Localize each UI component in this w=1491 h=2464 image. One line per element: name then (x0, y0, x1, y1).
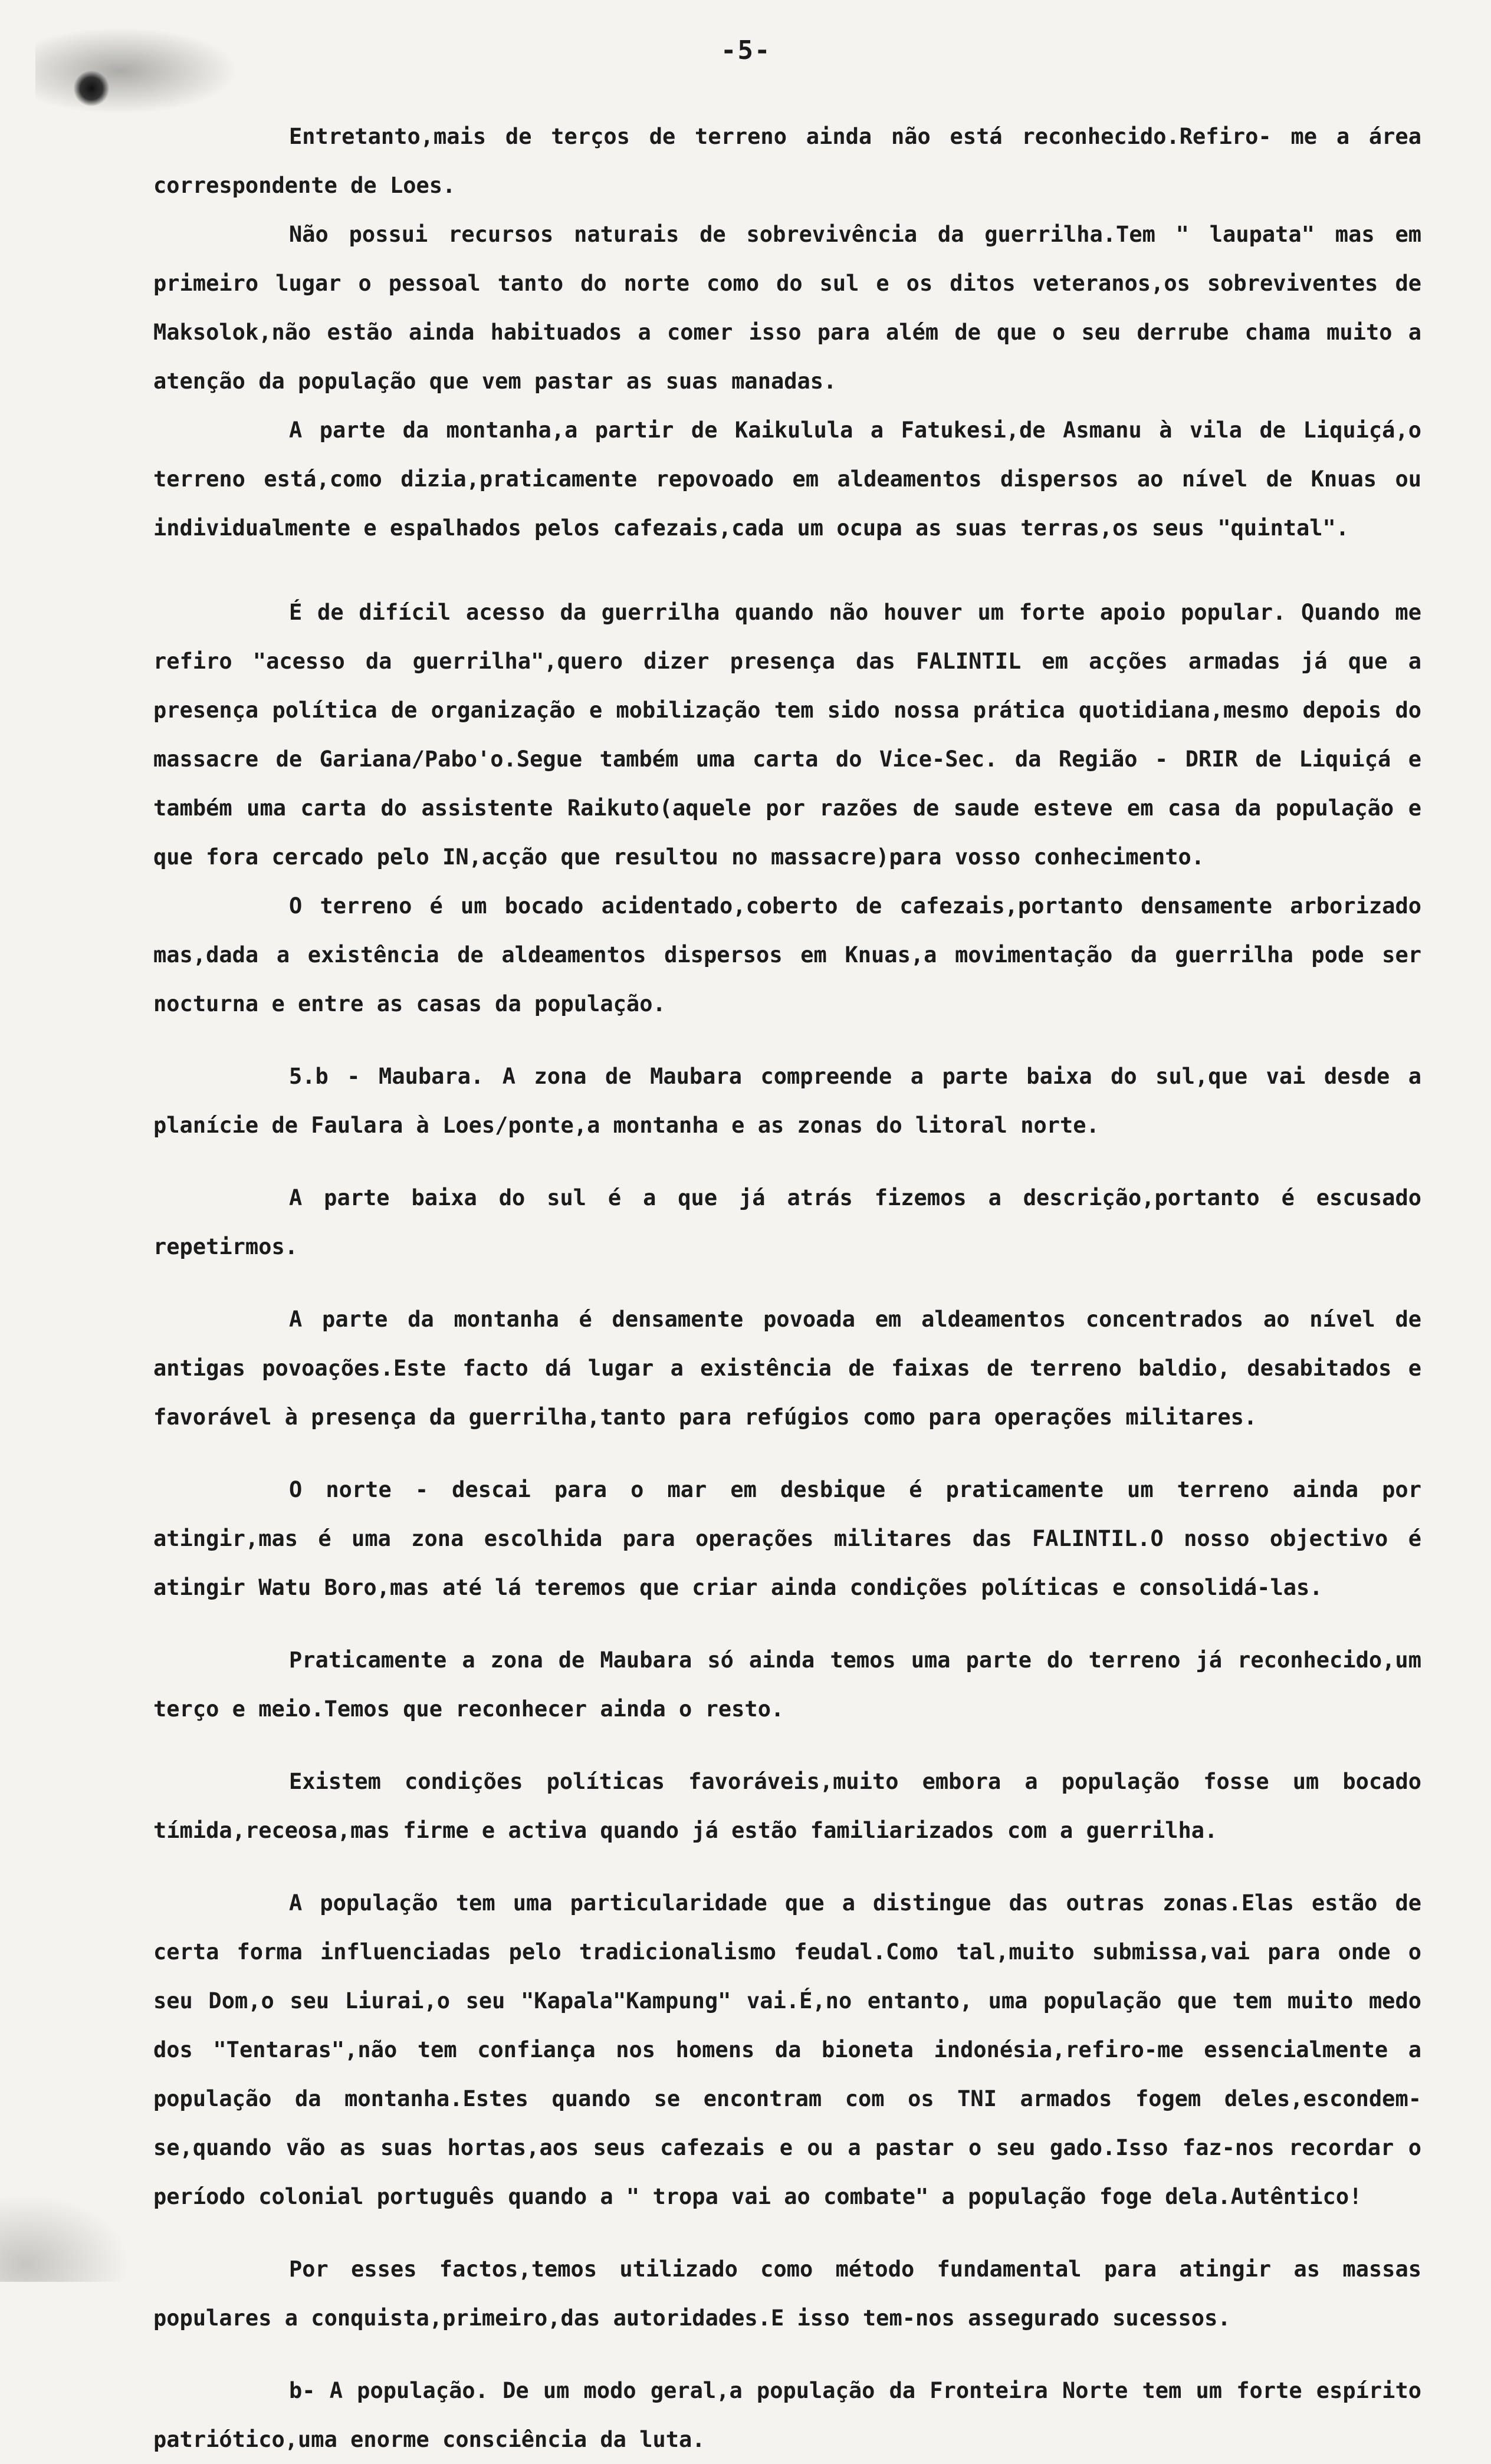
paragraph: Praticamente a zona de Maubara só ainda temos uma parte do terreno já reconhecido,um terço e meio.Temos que reconhecer ainda o resto. (153, 1647, 1435, 1722)
paragraph: É de difícil acesso da guerrilha quando não houver um forte apoio popular. Quando me refiro "acesso da guerrilha",quero dizer presença das FALINTIL em acções armadas já que a presença política de organização e mobilização tem sido nossa prática quotidiana,mesmo depois do massacre de Gariana/Pabo'o.Segue também uma carta do Vice-Sec. da Região - DRIR de Liquiçá e também uma carta do assistente Raikuto(aquele por razões de saude esteve em casa da população e que fora cercado pelo IN,acção que resultou no massacre)para vosso conhecimento. (153, 600, 1435, 870)
paragraph: A parte da montanha é densamente povoada em aldeamentos concentrados ao nível de antigas povoações.Este facto dá lugar a existência de faixas de terreno baldio, desabitados e favorável à presença da guerrilha,tanto para refúgios como para operações militares. (153, 1307, 1435, 1430)
page-number: -5- (721, 35, 771, 65)
scan-smudge (0, 2193, 130, 2282)
paragraph: Entretanto,mais de terços de terreno ainda não está reconhecido.Refiro- me a área correspondente de Loes. (153, 124, 1435, 198)
paragraph: A parte baixa do sul é a que já atrás fizemos a descrição,portanto é escusado repetirmos. (153, 1185, 1435, 1259)
paragraph: A população tem uma particularidade que a distingue das outras zonas.Elas estão de certa forma influenciadas pelo tradicionalismo feudal.Como tal,muito submissa,vai para onde o seu Dom,o seu Liurai,o seu "Kapala"Kampung" vai.É,no entanto, uma população que tem muito medo dos "Tentaras",não tem confiança nos homens da bioneta indonésia,refiro-me essencialmente a população da montanha.Estes quando se encontram com os TNI armados fogem deles,escondem-se,quando vão as suas hortas,aos seus cafezais e ou a pastar o seu gado.Isso faz-nos recordar o período colonial português quando a " tropa vai ao combate" a população foge dela.Autêntico! (153, 1890, 1435, 2209)
subsection-paragraph: b- A população. De um modo geral,a população da Fronteira Norte tem um forte espírito patriótico,uma enorme consciência da luta. (153, 2378, 1435, 2452)
punch-hole-mark (74, 71, 109, 106)
paragraph: O norte - descai para o mar em desbique é praticamente um terreno ainda por atingir,mas é uma zona escolhida para operações militares das FALINTIL.O nosso objectivo é atingir Watu Boro,mas até lá teremos que criar ainda condições políticas e consolidá-las. (153, 1477, 1435, 1600)
paragraph: Não possui recursos naturais de sobrevivência da guerrilha.Tem " laupata" mas em primeiro lugar o pessoal tanto do norte como do sul e os ditos veteranos,os sobreviventes de Maksolok,não estão ainda habituados a comer isso para além de que o seu derrube chama muito a atenção da população que vem pastar as suas manadas. (153, 222, 1435, 394)
body-text (153, 112, 1435, 2464)
scan-smudge (35, 24, 248, 118)
paragraph: Existem condições políticas favoráveis,muito embora a população fosse um bocado tímida,receosa,mas firme e activa quando já estão familiarizados com a guerrilha. (153, 1769, 1435, 1843)
paragraph: A parte da montanha,a partir de Kaikulula a Fatukesi,de Asmanu à vila de Liquiçá,o terreno está,como dizia,praticamente repovoado em aldeamentos dispersos ao nível de Knuas ou individualmente e espalhados pelos cafezais,cada um ocupa as suas terras,os seus "quintal". (153, 417, 1435, 541)
paragraph: O terreno é um bocado acidentado,coberto de cafezais,portanto densamente arborizado mas,dada a existência de aldeamentos dispersos em Knuas,a movimentação da guerrilha pode ser nocturna e entre as casas da população. (153, 893, 1435, 1016)
section-heading-paragraph: 5.b - Maubara. A zona de Maubara compreende a parte baixa do sul,que vai desde a planície de Faulara à Loes/ponte,a montanha e as zonas do litoral norte. (153, 1064, 1435, 1138)
paragraph: Por esses factos,temos utilizado como método fundamental para atingir as massas populares a conquista,primeiro,das autoridades.E isso tem-nos assegurado sucessos. (153, 2256, 1435, 2331)
